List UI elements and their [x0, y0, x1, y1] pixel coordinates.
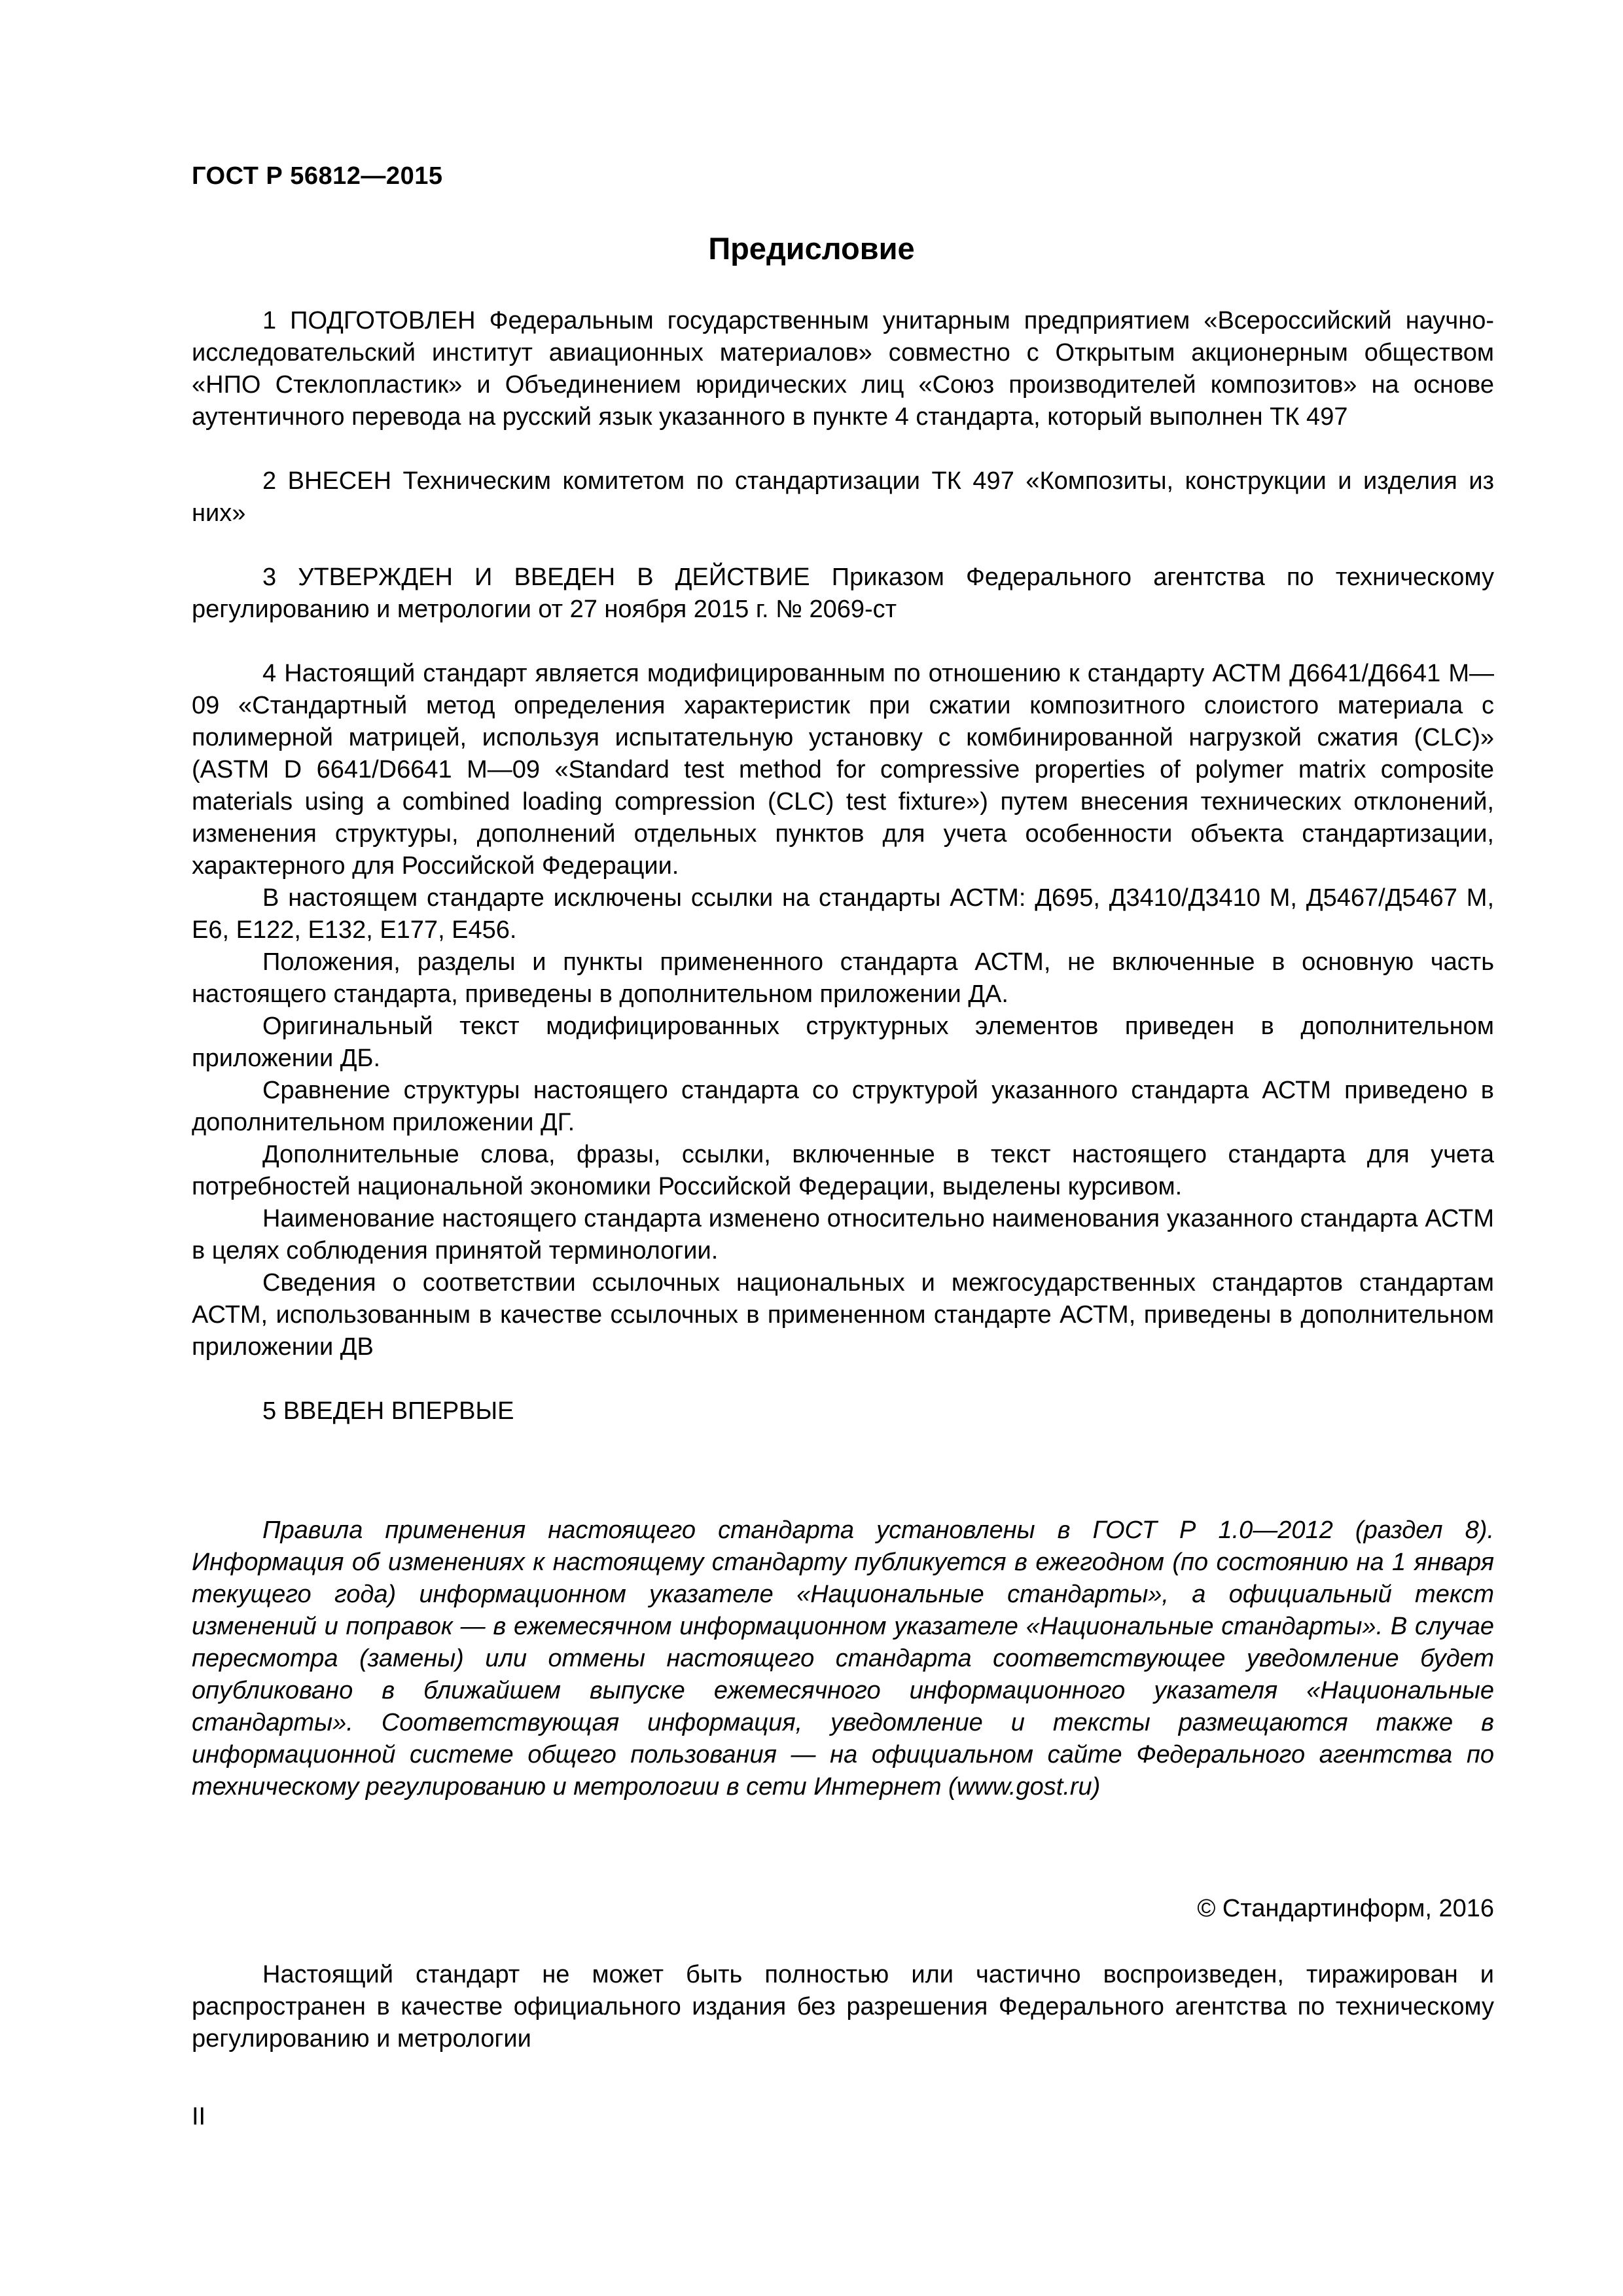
foreword-item-4-appendix-dg: Сравнение структуры настоящего стандарта со структурой указанного стандарта АСТМ приведено в дополнительном приложении ДГ.: [192, 1077, 1494, 1136]
foreword-item-1: 1 ПОДГОТОВЛЕН Федеральным государственным унитарным предприятием «Всероссийский научно-исследовательский институт авиационных материалов» совместно с Открытым акционерным обществом «НПО Стеклопластик» и Объединением юридических лиц «Союз производителей композитов» на основе аутентичного перевода на русский язык указанного в пункте 4 стандарта, который выполнен ТК 497: [192, 307, 1494, 431]
foreword-item-4: 4 Настоящий стандарт является модифицированным по отношению к стандарту АСТМ Д6641/Д6641 М—09 «Стандартный метод определения характеристик при сжатии композитного слоистого материала с полимерной матрицей, используя испытательную установку с комбинированной нагрузкой сжатия (CLC)» (ASTM D 6641/D6641 M—09 «Standard test method for compressive properties of polymer matrix composite materials using a combined loading compression (CLC) test fixture») путем внесения технических отклонений, изменения структуры, дополнений отдельных пунктов для учета особенности объекта стандартизации, характерного для Российской Федерации.: [192, 660, 1494, 880]
foreword-item-4-appendix-db: Оригинальный текст модифицированных структурных элементов приведен в дополнительном приложении ДБ.: [192, 1013, 1494, 1072]
copyright: © Стандартинформ, 2016: [1197, 1895, 1494, 1922]
foreword-item-4-appendix-da: Положения, разделы и пункты примененного стандарта АСТМ, не включенные в основную часть настоящего стандарта, приведены в дополнительном приложении ДА.: [192, 948, 1494, 1008]
foreword-item-4-italics-note: Дополнительные слова, фразы, ссылки, включенные в текст настоящего стандарта для учета потребностей национальной экономики Российской Федерации, выделены курсивом.: [192, 1141, 1494, 1200]
reproduction-notice-section: [192, 1959, 1494, 2055]
foreword-item-5: 5 ВВЕДЕН ВПЕРВЫЕ: [262, 1397, 514, 1425]
foreword-item-4-appendix-dv: Сведения о соответствии ссылочных национальных и межгосударственных стандартов стандартам АСТМ, использованным в качестве ссылочных в примененном стандарте АСТМ, приведены в дополнительном приложении ДВ: [192, 1269, 1494, 1361]
foreword-item-4-name-change: Наименование настоящего стандарта изменено относительно наименования указанного стандарта АСТМ в целях соблюдения принятой терминологии.: [192, 1205, 1494, 1265]
page-title: Предисловие: [708, 231, 915, 266]
foreword-item-3: 3 УТВЕРЖДЕН И ВВЕДЕН В ДЕЙСТВИЕ Приказом Федерального агентства по техническому регулированию и метрологии от 27 ноября 2015 г. № 2069-ст: [192, 564, 1494, 623]
foreword-item-2: 2 ВНЕСЕН Техническим комитетом по стандартизации ТК 497 «Композиты, конструкции и изделия из них»: [192, 467, 1494, 527]
reproduction-notice: Настоящий стандарт не может быть полностью или частично воспроизведен, тиражирован и распространен в качестве официального издания без разрешения Федерального агентства по техническому регулированию и метрологии: [192, 1961, 1494, 2053]
standard-id: ГОСТ Р 56812—2015: [192, 162, 443, 190]
foreword-section: [192, 305, 1494, 1427]
foreword-item-4-excluded-refs: В настоящем стандарте исключены ссылки на стандарты АСТМ: Д695, Д3410/Д3410 М, Д5467/Д5467 М, Е6, Е122, Е132, Е177, Е456.: [192, 884, 1494, 944]
page-number: II: [192, 2103, 206, 2130]
rules-notice-section: [192, 1515, 1494, 1803]
rules-notice: Правила применения настоящего стандарта установлены в ГОСТ Р 1.0—2012 (раздел 8). Информация об изменениях к настоящему стандарту публикуется в ежегодном (по состоянию на 1 января текущего года) информационном указателе «Национальные стандарты», а официальный текст изменений и поправок — в ежемесячном информационном указателе «Национальные стандарты». В случае пересмотра (замены) или отмены настоящего стандарта соответствующее уведомление будет опубликовано в ближайшем выпуске ежемесячного информационного указателя «Национальные стандарты». Соответствующая информация, уведомление и тексты размещаются также в информационной системе общего пользования — на официальном сайте Федерального агентства по техническому регулированию и метрологии в сети Интернет (www.gost.ru): [192, 1516, 1494, 1801]
